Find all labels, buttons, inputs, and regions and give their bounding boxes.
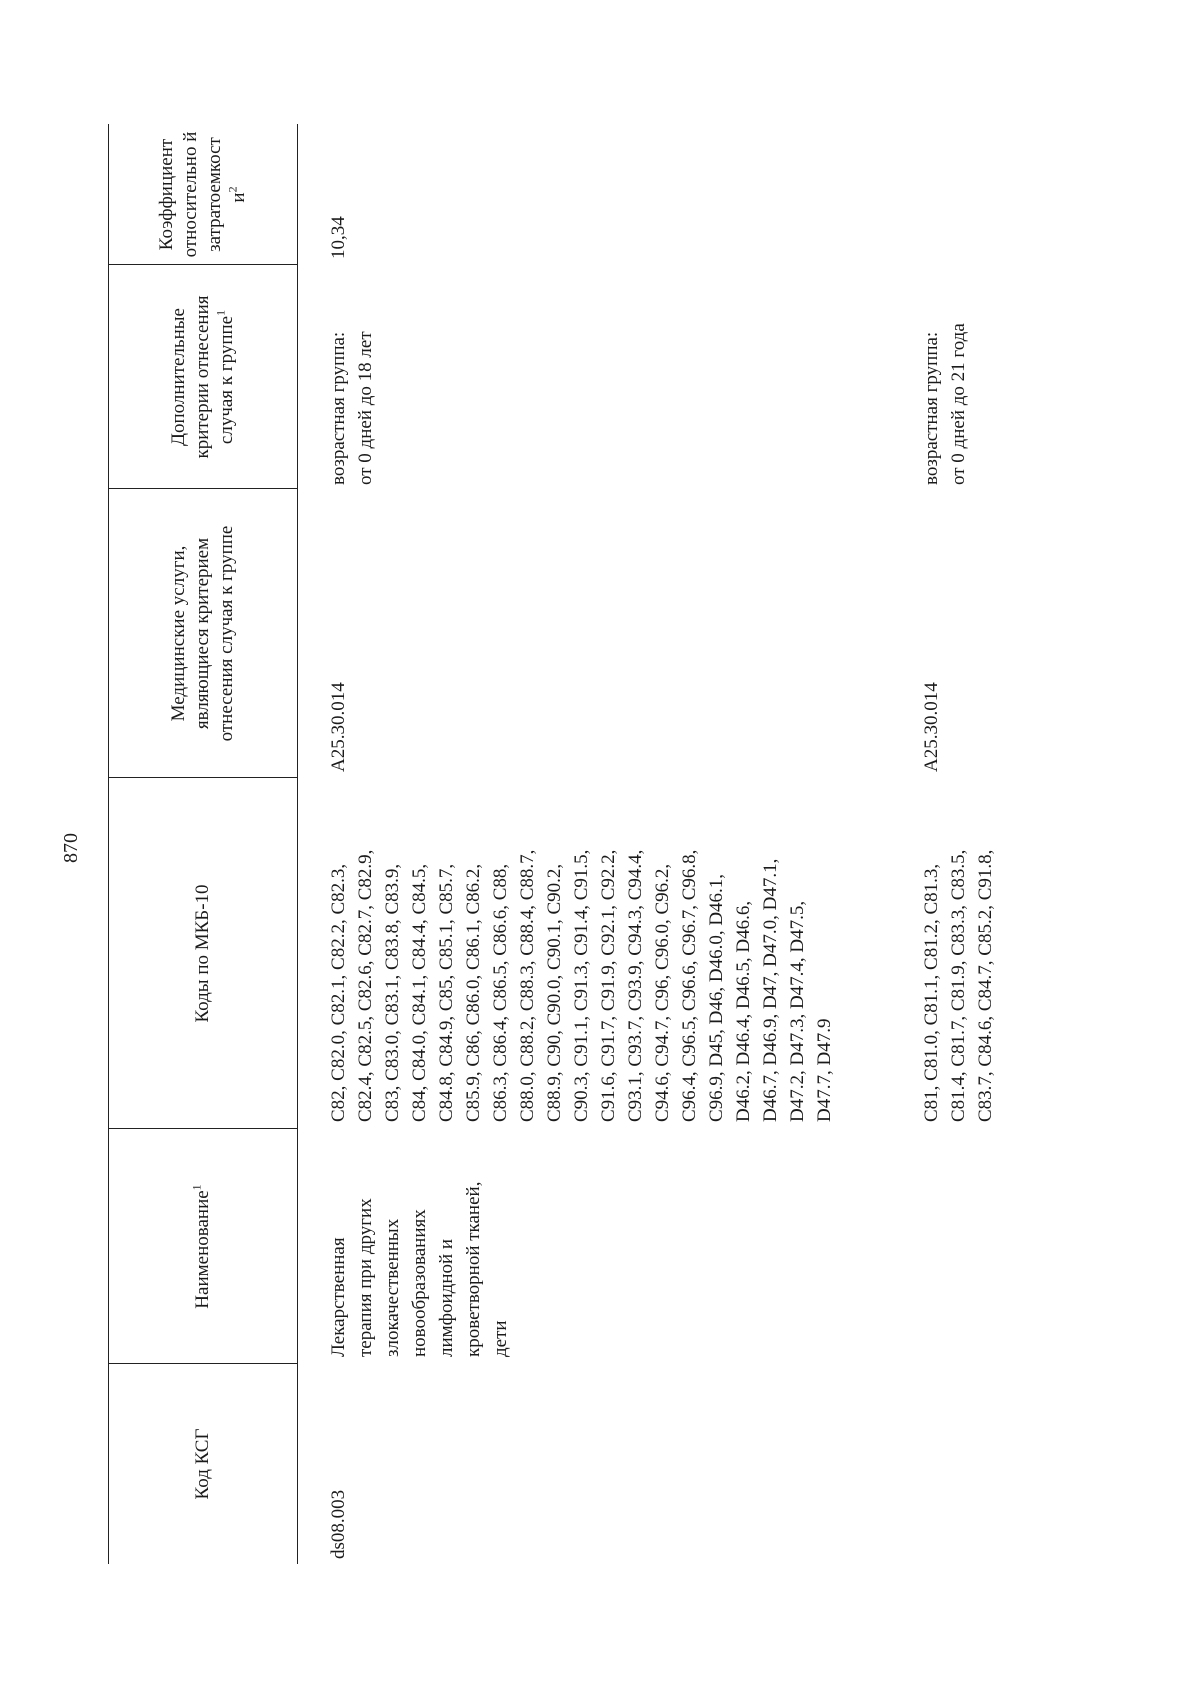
- row2-criteria: возрастная группа: от 0 дней до 21 года: [921, 323, 969, 485]
- row1-coef: 10,34: [328, 216, 349, 259]
- row1-criteria: возрастная группа: от 0 дней до 18 лет: [328, 331, 376, 485]
- row1-icd: C82, C82.0, C82.1, C82.2, C82.3, C82.4, C82.5, C82.6, C82.7, C82.9, C83, C83.0, C83.1, C83.8, C83.9, C84, C84.0, C84.1, C84.4, C84.5, C84.8, C84.9, C85, C85.1, C85.7, C85.9, C86, C86.0, C86.1, C86.2, C86.3, C86.4, C86.5, C86.6, C88, C88.0, C88.2, C88.3, C88.4, C88.7, C88.9, C90, C90.0, C90.1, C90.2, C90.3, C91.1, C91.3, C91.4, C91.5, C91.6, C91.7, C91.9, C92.1, C92.2, C93.1, C93.7, C93.9, C94.3, C94.4, C94.6, C94.7, C96, C96.0, C96.2, C96.4, C96.5, C96.6, C96.7, C96.8, C96.9, D45, D46, D46.0, D46.1, D46.2, D46.4, D46.5, D46.6, D46.7, D46.9, D47, D47.0, D47.1, D47.2, D47.3, D47.4, D47.5, D47.7, D47.9: [328, 849, 835, 1122]
- header-name: Наименование$^1$: [189, 1184, 213, 1309]
- header-coef: Коэффициент относительно й затратоемкост $и^2$: [155, 131, 249, 258]
- row2-services: A25.30.014: [921, 682, 942, 772]
- header-icd: Коды по МКБ-10: [191, 884, 213, 1023]
- header-criteria: Дополнительные критерии отнесения случая к группе$^1$: [167, 295, 237, 459]
- row2-icd: C81, C81.0, C81.1, C81.2, C81.3, C81.4, C81.7, C81.9, C83.3, C83.5, C83.7, C84.6, C84.7, C85.2, C91.8,: [921, 849, 996, 1122]
- row1-name: Лекарственная терапия при других злокачественных новообразованиях лимфоидной и кроветворной тканей, дети: [328, 1181, 511, 1357]
- page-number: 870: [60, 833, 82, 863]
- row1-services: A25.30.014: [328, 682, 349, 772]
- header-code: Код КСГ: [191, 1428, 213, 1500]
- table-header-rule: [297, 124, 298, 1564]
- row1-code: ds08.003: [328, 1489, 349, 1559]
- header-services: Медицинские услуги, являющиеся критерием отнесения случая к группе: [167, 525, 237, 742]
